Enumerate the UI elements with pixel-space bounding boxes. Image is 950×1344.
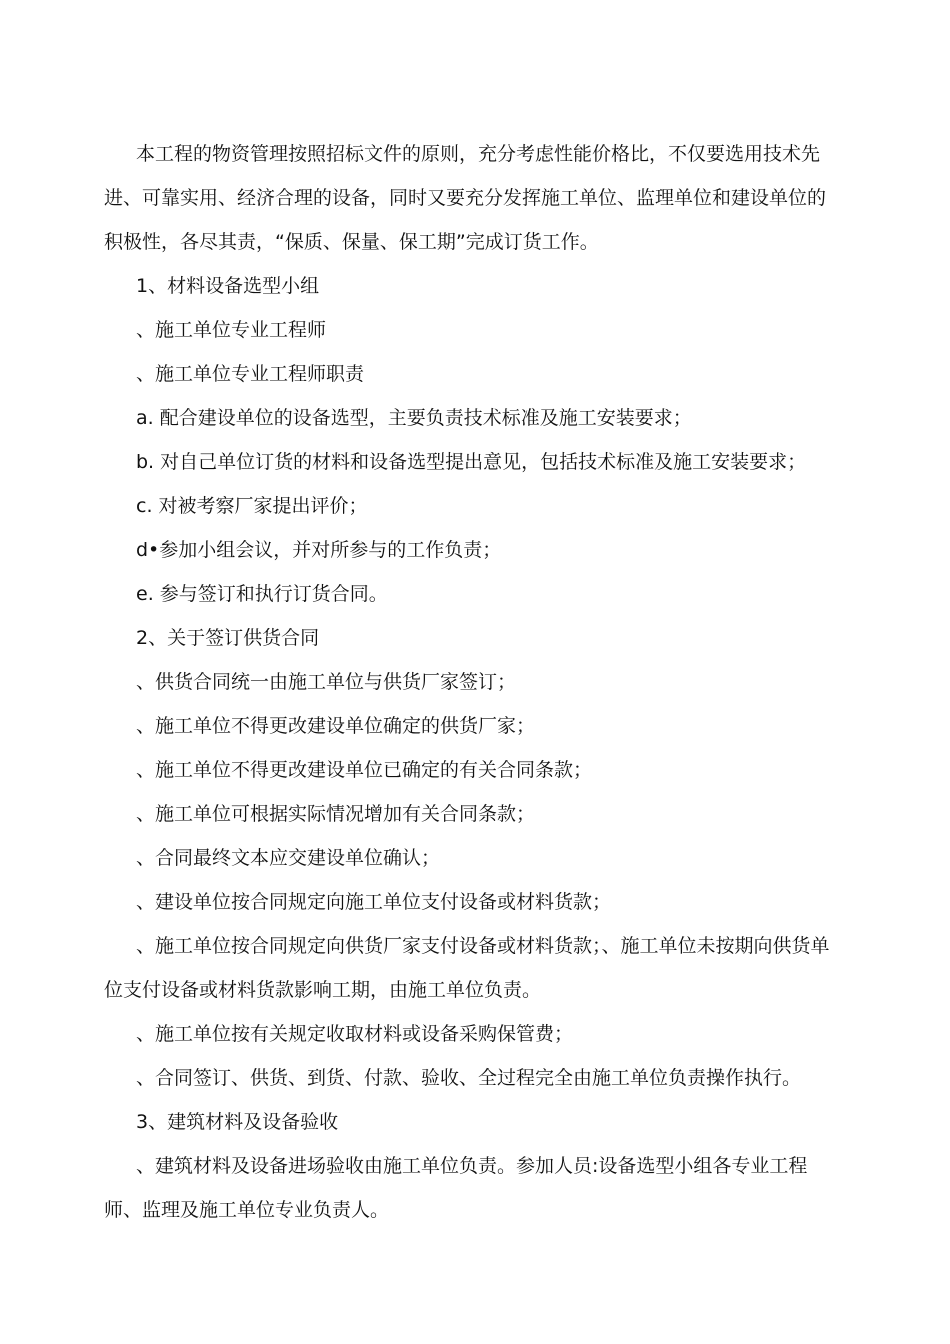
list-item: 、建设单位按合同规定向施工单位支付设备或材料货款； <box>136 891 612 913</box>
duty-item-d: d•参加小组会议，并对所参与的工作负责； <box>136 539 502 561</box>
duty-item-c: c. 对被考察厂家提出评价； <box>136 495 368 517</box>
duty-item-e: e. 参与签订和执行订货合同。 <box>136 583 388 605</box>
duty-item-b: b. 对自己单位订货的材料和设备选型提出意见，包括技术标准及施工安装要求； <box>136 451 807 473</box>
duty-item-a: a. 配合建设单位的设备选型，主要负责技术标准及施工安装要求； <box>136 407 692 429</box>
list-item: 、合同签订、供货、到货、付款、验收、全过程完全由施工单位负责操作执行。 <box>136 1067 802 1089</box>
document-body <box>104 132 840 1232</box>
section-heading-1: 1、材料设备选型小组 <box>136 275 320 297</box>
list-item: 、施工单位可根据实际情况增加有关合同条款； <box>136 803 536 825</box>
intro-paragraph: 本工程的物资管理按照招标文件的原则，充分考虑性能价格比，不仅要选用技术先进、可靠实用、经济合理的设备，同时又要充分发挥施工单位、监理单位和建设单位的积极性，各尽其责，“保质、保量、保工期”完成订货工作。 <box>104 143 827 253</box>
section-heading-2: 2、关于签订供货合同 <box>136 627 320 649</box>
list-item: 、施工单位不得更改建设单位确定的供货厂家； <box>136 715 536 737</box>
section-heading-3: 3、建筑材料及设备验收 <box>136 1111 339 1133</box>
list-item: 、施工单位专业工程师 <box>136 319 327 341</box>
list-item: 、施工单位按有关规定收取材料或设备采购保管费； <box>136 1023 574 1045</box>
list-item: 、建筑材料及设备进场验收由施工单位负责。参加人员:设备选型小组各专业工程师、监理及施工单位专业负责人。 <box>104 1155 808 1221</box>
list-item: 、供货合同统一由施工单位与供货厂家签订； <box>136 671 517 693</box>
list-item: 、施工单位专业工程师职责 <box>136 363 365 385</box>
list-item: 、合同最终文本应交建设单位确认； <box>136 847 441 869</box>
list-item: 、施工单位不得更改建设单位已确定的有关合同条款； <box>136 759 593 781</box>
list-item: 、施工单位按合同规定向供货厂家支付设备或材料货款；、施工单位未按期向供货单位支付设备或材料货款影响工期，由施工单位负责。 <box>104 935 830 1001</box>
